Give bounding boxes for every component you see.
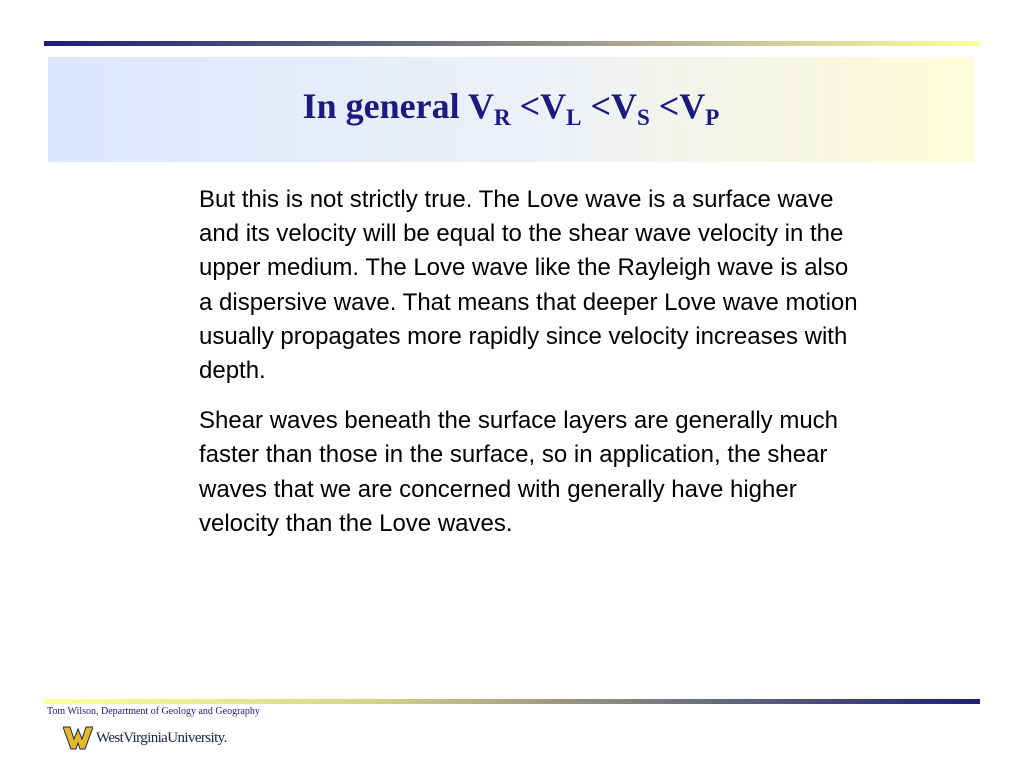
top-divider — [44, 41, 980, 46]
university-wordmark: WestVirginiaUniversity. — [96, 729, 227, 746]
bottom-divider — [44, 699, 980, 704]
footer-credit: Tom Wilson, Department of Geology and Geography — [47, 706, 260, 717]
body-paragraph-2: Shear waves beneath the surface layers are generally much faster than those in the surface, so in application, the shear waves that we are concerned with generally have higher velocity than the Love waves. — [199, 407, 839, 537]
body-paragraph-1: But this is not strictly true. The Love wave is a surface wave and its velocity will be equal to the shear wave velocity in the upper medium. The Love wave like the Rayleigh wave is also a dispersive wave. That means that deeper Love wave motion usually propagates more rapidly since velocity increases with depth. — [199, 186, 858, 385]
title-banner — [48, 57, 974, 162]
flying-wv-icon — [63, 725, 93, 751]
slide-body — [199, 183, 859, 557]
wvu-logo — [63, 723, 227, 753]
slide-title: In general $V_R <V_L <V_S <V_P$ — [302, 86, 720, 130]
